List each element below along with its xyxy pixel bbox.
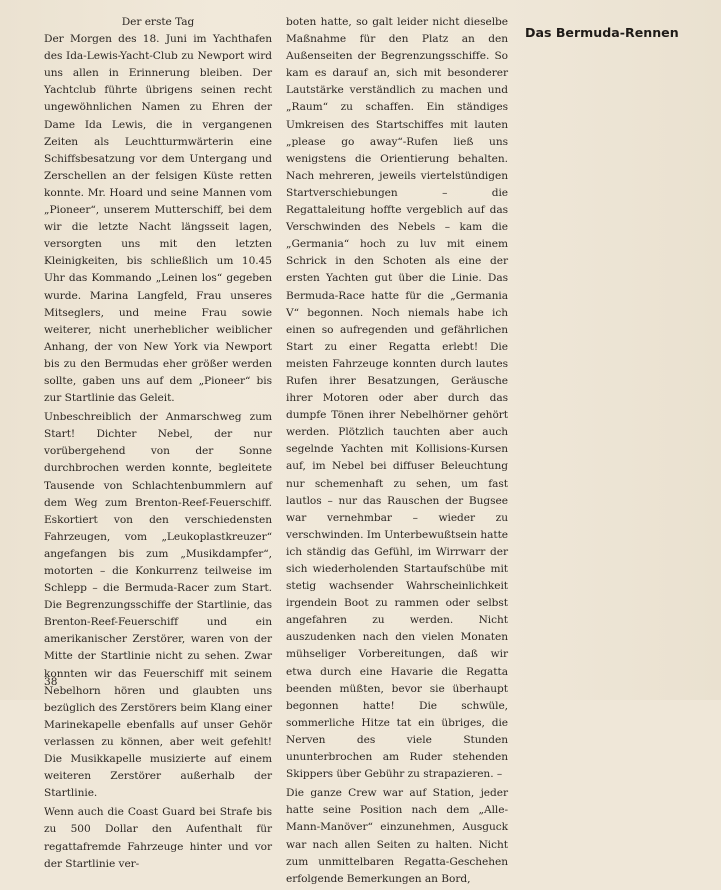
paragraph: Die ganze Crew war auf Station, jeder hatte seine Position nach dem „Alle-Mann-Manöver“ einzunehmen, Ausguck war nach allen Seiten zu halten. Nicht zum unmittelbaren Regatta-Geschehen erfolgende Bemerkungen an Bord, (286, 787, 508, 885)
article-title: Das Bermuda-Rennen (525, 25, 679, 40)
text-column-middle (286, 14, 508, 890)
paragraph: boten hatte, so galt leider nicht dieselbe Maßnahme für den Platz an den Außenseiten der Begrenzungsschiffe. So kam es darauf an, sich mit besonderer Lautstärke verständlich zu machen und „Raum“ zu schaffen. Ein ständiges Umkreisen des Startschiffes mit lauten „please go away“-Rufen ließ uns wenigstens die Orientierung behalten. Nach mehreren, jeweils viertelstündigen Startverschiebungen – die Regattaleitung hoffte vergeblich auf das Verschwinden des Nebels – kam die „Germania“ hoch zu luv mit einem Schrick in den Schoten als eine der ersten Yachten gut über die Linie. Das Bermuda-Race hatte für die „Germania V“ begonnen. Noch niemals habe ich einen so aufregenden und gefährlichen Start zu einer Regatta erlebt! Die meisten Fahrzeuge konnten durch lautes Rufen ihrer Besatzungen, Geräusche ihrer Motoren oder aber durch das dumpfe Tönen ihrer Nebelhörner gehört werden. Plötzlich tauchten aber auch segelnde Yachten mit Kollisions-Kursen auf, im Nebel bei diffuser Beleuchtung nur schemenhaft zu sehen, um fast lautlos – nur das Rauschen der Bugsee war vernehmbar – wieder zu verschwinden. Im Unterbewußtsein hatte ich ständig das Gefühl, im Wirrwarr der sich wiederholenden Startaufschübe mit stetig wachsender Wahrscheinlichkeit irgendein Boot zu rammen oder selbst angefahren zu werden. Nicht auszudenken nach den vielen Monaten mühseliger Vorbereitungen, daß wir etwa durch eine Havarie die Regatta beenden müßten, bevor sie überhaupt begonnen hatte! Die schwüle, sommerliche Hitze tat ein übriges, die Nerven des viele Stunden ununterbrochen am Ruder stehenden Skippers über Gebühr zu strapazieren. – (286, 16, 508, 781)
paragraph: Wenn auch die Coast Guard bei Strafe bis zu 500 Dollar den Aufenthalt für regattafremde Fahrzeuge hinter und vor der Startlinie ver- (44, 806, 272, 870)
text-column-left (44, 14, 272, 875)
paragraph: Unbeschreiblich der Anmarschweg zum Start! Dichter Nebel, der nur vorübergehend von der Sonne durchbrochen werden konnte, begleitete Tausende von Schlachtenbummlern auf dem Weg zum Brenton-Reef-Feuerschiff. Eskortiert von den verschiedensten Fahrzeugen, vom „Leukoplastkreuzer“ angefangen bis zum „Musikdampfer“, motorten – die Konkurrenz teilweise im Schlepp – die Bermuda-Racer zum Start. Die Begrenzungsschiffe der Startlinie, das Brenton-Reef-Feuerschiff und ein amerikanischer Zerstörer, waren von der Mitte der Startlinie nicht zu sehen. Zwar konnten wir das Feuerschiff mit seinem Nebelhorn hören und glaubten uns bezüglich des Zerstörers beim Klang einer Marinekapelle ebenfalls auf unser Gehör verlassen zu können, aber weit gefehlt! Die Musikkapelle musizierte auf einem weiteren Zerstörer außerhalb der Startlinie. (44, 411, 272, 800)
section-subheading: Der erste Tag (121, 16, 195, 28)
page-number: 38 (44, 676, 58, 688)
paragraph: Der Morgen des 18. Juni im Yachthafen des Ida-Lewis-Yacht-Club zu Newport wird uns allen in Erinnerung bleiben. Der Yachtclub führte übrigens seinen recht ungewöhnlichen Namen zu Ehren der Dame Ida Lewis, die in vergangenen Zeiten als Leuchtturmwärterin eine Schiffsbesatzung vor dem Untergang und Zerschellen an der felsigen Küste retten konnte. Mr. Hoard und seine Mannen vom „Pioneer“, unserem Mutterschiff, bei dem wir die letzte Nacht längsseit lagen, versorgten uns mit den letzten Kleinigkeiten, bis schließlich um 10.45 Uhr das Kommando „Leinen los“ gegeben wurde. Marina Langfeld, Frau unseres Mitseglers, und meine Frau sowie weiterer, nicht unerheblicher weiblicher Anhang, der von New York via Newport bis zu den Bermudas eher größer werden sollte, gaben uns auf dem „Pioneer“ bis zur Startlinie das Geleit. (44, 33, 272, 405)
